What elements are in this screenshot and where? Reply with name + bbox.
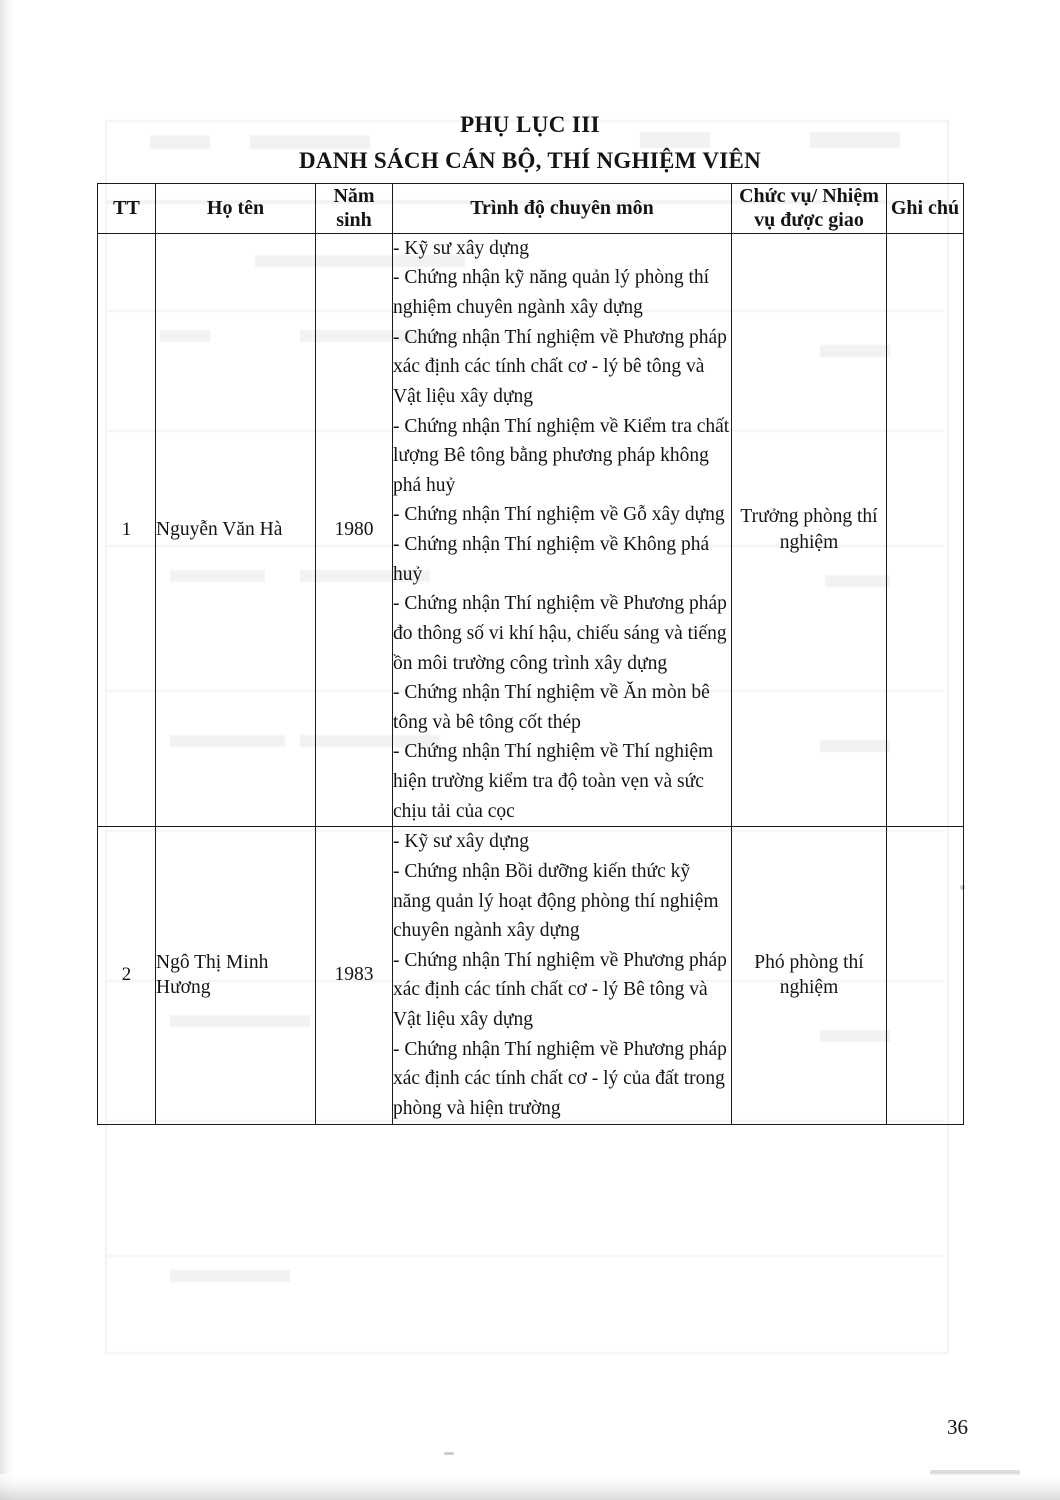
qualification-item: - Chứng nhận Thí nghiệm về Không phá huỷ [393, 534, 710, 585]
cell-birth-year: 1983 [316, 827, 393, 1124]
cell-role: Trưởng phòng thí nghiệm [732, 233, 887, 827]
column-header-qualification: Trình độ chuyên môn [393, 184, 732, 234]
cell-tt: 2 [98, 827, 156, 1124]
cell-qualification [393, 233, 732, 827]
column-header-tt: TT [98, 184, 156, 234]
qualification-item: - Kỹ sư xây dựng [393, 831, 529, 853]
column-header-name: Họ tên [156, 184, 316, 234]
qualification-item: - Chứng nhận Bồi dưỡng kiến thức kỹ năng quản lý hoạt động phòng thí nghiệm chuyên ngành xây dựng [393, 860, 719, 942]
cell-role: Phó phòng thí nghiệm [732, 827, 887, 1124]
appendix-title: PHỤ LỤC III [460, 112, 600, 137]
qualification-list [393, 827, 731, 1123]
table-header-row [98, 184, 964, 234]
qualification-item: - Chứng nhận Thí nghiệm về Phương pháp xác định các tính chất cơ - lý Bê tông và Vật liệu xây dựng [393, 949, 727, 1031]
qualification-list [393, 234, 731, 827]
table-row [98, 233, 964, 827]
qualification-item: - Chứng nhận Thí nghiệm về Phương pháp xác định các tính chất cơ - lý bê tông và Vật liệu xây dựng [393, 326, 727, 407]
qualification-item: - Chứng nhận Thí nghiệm về Gỗ xây dựng [393, 504, 725, 526]
staff-table [97, 183, 964, 1125]
qualification-item: - Chứng nhận Thí nghiệm về Phương pháp xác định các tính chất cơ - lý của đất trong phòng và hiện trường [393, 1038, 727, 1119]
page-number: 36 [947, 1415, 968, 1439]
cell-tt: 1 [98, 233, 156, 827]
column-header-birth-year: Năm sinh [316, 184, 393, 234]
qualification-item: - Chứng nhận Thí nghiệm về Phương pháp đo thông số vi khí hậu, chiếu sáng và tiếng ồn môi trường công trình xây dựng [393, 593, 727, 674]
document-subtitle: DANH SÁCH CÁN BỘ, THÍ NGHIỆM VIÊN [298, 148, 762, 173]
qualification-item: - Kỹ sư xây dựng [393, 237, 529, 259]
column-header-role: Chức vụ/ Nhiệm vụ được giao [732, 184, 887, 234]
cell-birth-year: 1980 [316, 233, 393, 827]
cell-note [887, 233, 964, 827]
cell-qualification [393, 827, 732, 1124]
qualification-item: - Chứng nhận Thí nghiệm về Thí nghiệm hiện trường kiểm tra độ toàn vẹn và sức chịu tải của cọc [393, 741, 714, 822]
qualification-item: - Chứng nhận Thí nghiệm về Ăn mòn bê tông và bê tông cốt thép [393, 682, 710, 733]
table-row [98, 827, 964, 1124]
cell-note [887, 827, 964, 1124]
column-header-note: Ghi chú [887, 184, 964, 234]
cell-name: Ngô Thị Minh Hương [156, 827, 316, 1124]
cell-name: Nguyễn Văn Hà [156, 233, 316, 827]
qualification-item: - Chứng nhận kỹ năng quản lý phòng thí nghiệm chuyên ngành xây dựng [393, 267, 710, 319]
qualification-item: - Chứng nhận Thí nghiệm về Kiểm tra chất lượng Bê tông bằng phương pháp không phá huỷ [393, 415, 730, 496]
